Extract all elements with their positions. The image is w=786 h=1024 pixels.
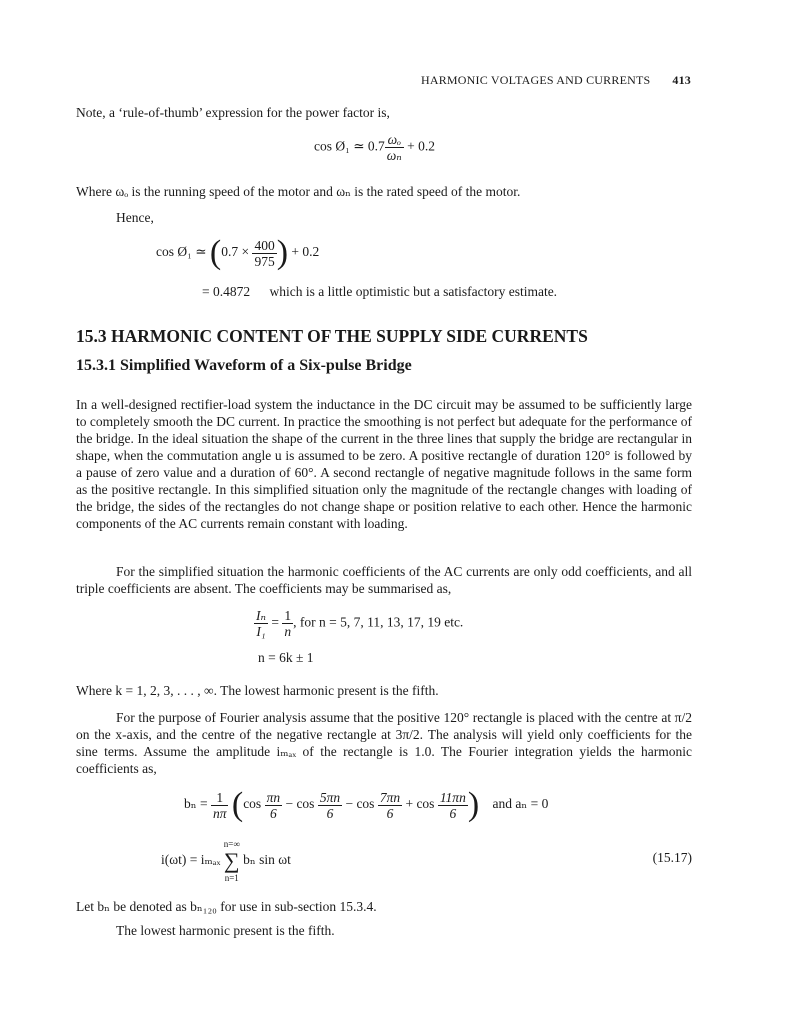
sigma-symbol: ∑ <box>223 848 240 873</box>
fraction-numerator: 400 <box>254 237 275 253</box>
paragraph-coefficients: For the simplified situation the harmonic coefficients of the AC currents are only odd coefficients, and all triple coefficients are absent. The coefficients may be summarised as, <box>76 564 692 596</box>
fraction-denominator: 6 <box>326 805 334 821</box>
equation-factor: 0.7 × <box>221 244 250 260</box>
open-paren: ( <box>209 234 222 271</box>
equation-rhs: bₙ sin ωt <box>243 852 291 868</box>
paragraph-waveform: In a well-designed rectifier-load system the inductance in the DC circuit may be assumed to be sufficiently large to completely smooth the DC current. In practice the smoothing is not perfect but adequate for the performance of the bridge. In the ideal situation the shape of the current in the three lines that supply the bridge are rectangular in shape, when the commutation angle u is assumed to be zero. A positive rectangle of duration 120° is followed by a pause of zero value and a duration of 60°. A second rectangle of negative magnitude follows in the same form as the positive rectangle. In this simplified situation only the magnitude of the rectangle changes with loading of the bridge, the sides of the rectangles do not change shape or position relative to each other. Hence the harmonic components of the AC currents remain constant with loading. <box>76 397 692 531</box>
result-line <box>202 284 557 300</box>
fraction-denominator: 6 <box>386 805 394 821</box>
paragraph-lowest-harmonic: Where k = 1, 2, 3, . . . , ∞. The lowest harmonic present is the fifth. <box>76 683 439 698</box>
fraction-denominator: 975 <box>254 253 275 269</box>
inverse-n-fraction <box>282 608 293 639</box>
equation-number: (15.17) <box>652 850 692 865</box>
where-paragraph: Where ωₒ is the running speed of the motor and ωₙ is the rated speed of the motor. <box>76 184 521 199</box>
angle-fraction-3 <box>378 790 402 821</box>
fraction-numerator: 5πn <box>319 789 341 805</box>
result-comment: which is a little optimistic but a satisfactory estimate. <box>269 284 558 299</box>
harmonic-ratio-fraction <box>254 608 268 639</box>
paragraph-bn120: Let bₙ be denoted as bₙ₁₂₀ for use in sub-section 15.3.4. <box>76 899 377 914</box>
sum-upper-limit: n=∞ <box>223 839 240 849</box>
paragraph-lowest-fifth: The lowest harmonic present is the fifth. <box>116 923 335 938</box>
note-paragraph: Note, a ‘rule-of-thumb’ expression for the power factor is, <box>76 105 390 120</box>
close-paren: ) <box>467 786 480 823</box>
summation <box>224 838 240 884</box>
sum-lower-limit: n=1 <box>224 873 239 883</box>
equation-lhs: cos Ø₁ ≃ <box>156 244 207 260</box>
estimate-equation <box>156 236 319 270</box>
section-heading: 15.3 HARMONIC CONTENT OF THE SUPPLY SIDE CURRENTS <box>76 326 588 346</box>
open-paren: ( <box>231 786 244 823</box>
power-factor-equation <box>314 132 435 163</box>
current-series-equation <box>161 838 291 884</box>
close-paren: ) <box>276 234 289 271</box>
coefficient-equation <box>254 608 463 639</box>
condition-text: , for n = 5, 7, 11, 13, 17, 19 etc. <box>293 614 464 630</box>
hence-text: Hence, <box>116 210 154 225</box>
fraction-numerator: πn <box>266 789 281 805</box>
running-header <box>421 73 691 88</box>
n-definition: n = 6k ± 1 <box>258 650 314 665</box>
subsection-heading: 15.3.1 Simplified Waveform of a Six-pulse Bridge <box>76 357 412 374</box>
equation-lhs: cos Ø₁ ≃ 0.7 <box>314 138 385 154</box>
angle-fraction-1 <box>265 790 283 821</box>
fraction-denominator: nπ <box>212 805 227 821</box>
speed-ratio-fraction <box>252 238 276 269</box>
prefactor-fraction <box>211 790 229 821</box>
bn-equation <box>184 788 548 822</box>
fraction-denominator: 6 <box>269 805 277 821</box>
equals-sign: = <box>271 614 279 630</box>
equation-rhs: + 0.2 <box>291 244 320 260</box>
angle-fraction-2 <box>318 790 342 821</box>
cos-term-2: − cos <box>285 796 315 812</box>
fraction-denominator: ωₙ <box>386 148 402 163</box>
fraction-numerator: 1 <box>211 790 229 806</box>
fraction-numerator: 11πn <box>439 789 466 805</box>
fraction-denominator: 6 <box>449 805 457 821</box>
fraction-numerator: 1 <box>284 608 292 623</box>
equation-lhs: bₙ = <box>184 796 208 812</box>
cos-term-1: cos <box>243 796 262 812</box>
equation-rhs: + 0.2 <box>407 138 436 154</box>
fraction-denominator: I₁ <box>256 624 266 639</box>
fraction-numerator: 7πn <box>379 789 401 805</box>
fraction-numerator: Iₙ <box>256 608 266 623</box>
paragraph-fourier: For the purpose of Fourier analysis assume that the positive 120° rectangle is placed with the centre at π/2 on the x-axis, and the centre of the negative rectangle at 3π/2. The analysis will yield only coefficients for the sine terms. Assume the amplitude iₘₐₓ of the rectangle is 1.0. The Fourier integration yields the harmonic coefficients as, <box>76 710 692 776</box>
page-number: 413 <box>672 73 691 87</box>
an-condition: and aₙ = 0 <box>492 796 549 812</box>
fraction-numerator: ωₒ <box>385 132 404 148</box>
result-value: = 0.4872 <box>202 284 251 299</box>
running-title: HARMONIC VOLTAGES AND CURRENTS <box>420 73 651 87</box>
fraction-denominator: n <box>284 624 292 639</box>
equation-lhs: i(ωt) = iₘₐₓ <box>161 852 221 868</box>
angle-fraction-4 <box>438 790 468 821</box>
speed-fraction <box>385 132 404 163</box>
cos-term-3: − cos <box>345 796 375 812</box>
cos-term-4: + cos <box>405 796 435 812</box>
